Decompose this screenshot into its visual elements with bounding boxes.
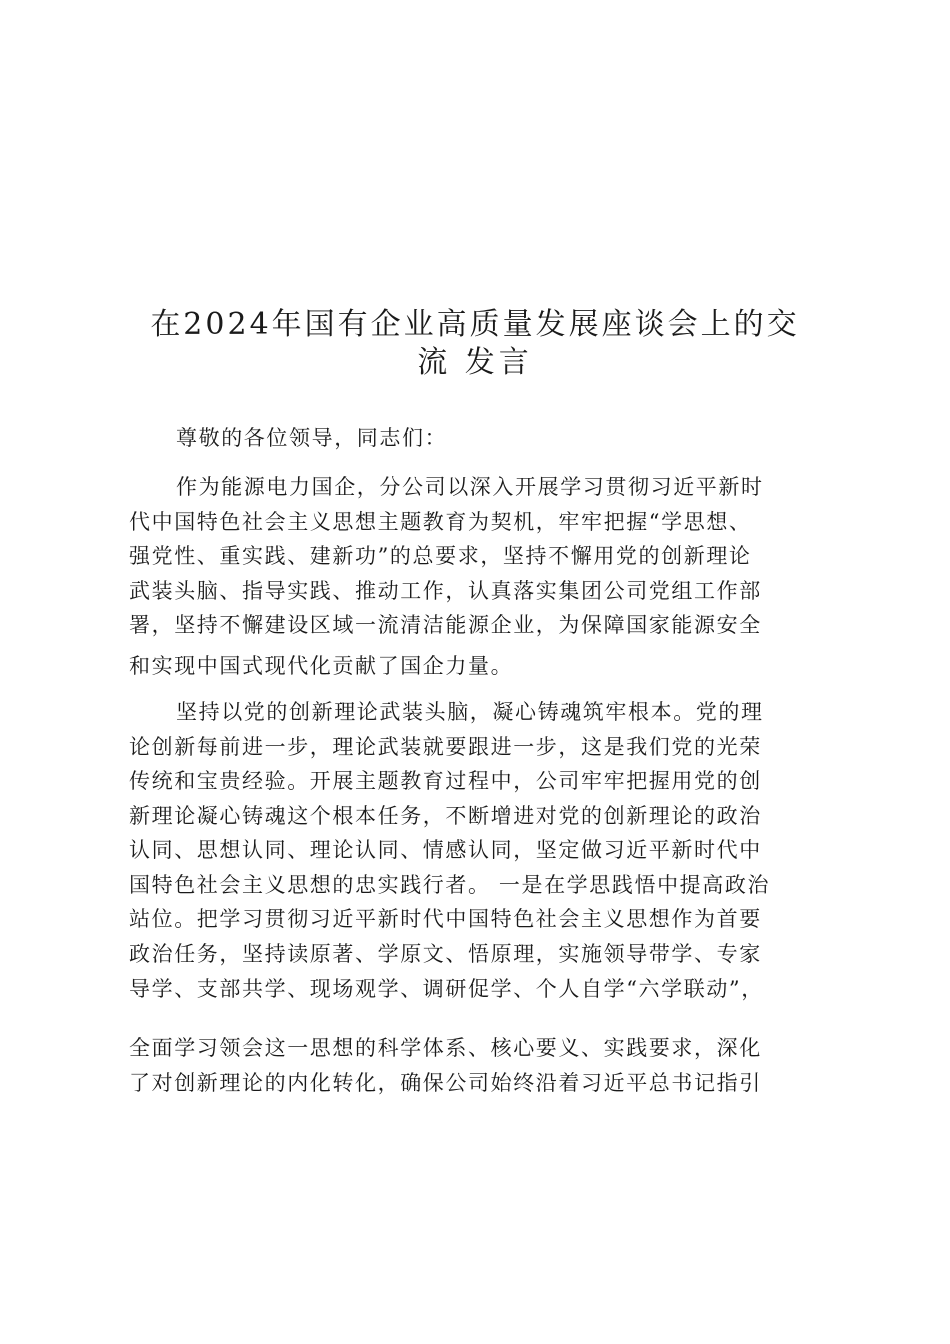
paragraph-1-line-3: 强党性、重实践、建新功”的总要求，坚持不懈用党的创新理论	[129, 544, 752, 568]
paragraph-2-line-9: 导学、支部共学、现场观学、调研促学、个人自学“六学联动”，	[129, 977, 764, 1001]
document-title-line-1: 在2024年国有企业高质量发展座谈会上的交	[150, 307, 800, 342]
paragraph-2-line-6: 国特色社会主义思想的忠实践行者。 一是在学思践悟中提高政治	[129, 873, 771, 897]
paragraph-2-line-1: 坚持以党的创新理论武装头脑，凝心铸魂筑牢根本。党的理	[176, 700, 764, 724]
paragraph-2-line-2: 论创新每前进一步，理论武装就要跟进一步，这是我们党的光荣	[129, 735, 762, 759]
document-title-line-2: 流 发言	[417, 345, 533, 380]
paragraph-1-line-6: 和实现中国式现代化贡献了国企力量。	[129, 654, 514, 678]
paragraph-1-line-5: 署，坚持不懈建设区域一流清洁能源企业，为保障国家能源安全	[129, 613, 762, 637]
paragraph-1-line-1: 作为能源电力国企，分公司以深入开展学习贯彻习近平新时	[176, 475, 764, 499]
paragraph-2-line-8: 政治任务，坚持读原著、学原文、悟原理，实施领导带学、专家	[129, 942, 762, 966]
paragraph-2-line-5: 认同、思想认同、理论认同、情感认同，坚定做习近平新时代中	[129, 838, 762, 862]
paragraph-2-line-3: 传统和宝贵经验。开展主题教育过程中，公司牢牢把握用党的创	[129, 769, 762, 793]
paragraph-2-line-4: 新理论凝心铸魂这个根本任务，不断增进对党的创新理论的政治	[129, 804, 762, 828]
salutation: 尊敬的各位领导，同志们：	[176, 426, 448, 450]
paragraph-1-line-4: 武装头脑、指导实践、推动工作，认真落实集团公司党组工作部	[129, 579, 762, 603]
paragraph-2-line-11: 了对创新理论的内化转化，确保公司始终沿着习近平总书记指引	[129, 1071, 762, 1095]
paragraph-2-line-10: 全面学习领会这一思想的科学体系、核心要义、实践要求，深化	[129, 1036, 762, 1060]
paragraph-1-line-2: 代中国特色社会主义思想主题教育为契机，牢牢把握“学思想、	[129, 510, 752, 534]
paragraph-2-line-7: 站位。把学习贯彻习近平新时代中国特色社会主义思想作为首要	[129, 907, 762, 931]
